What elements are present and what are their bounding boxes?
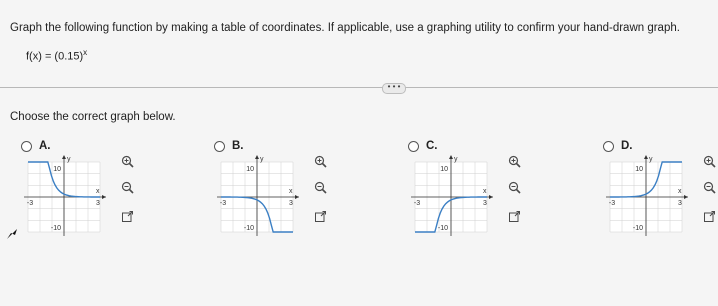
y-tick-bottom: -10 (243, 225, 254, 232)
x-axis-arrow (102, 195, 106, 199)
graph-thumbnail[interactable] (10, 152, 120, 240)
more-options-button[interactable]: • • • (382, 83, 406, 94)
x-tick-right: 3 (483, 200, 487, 207)
expand-icon[interactable] (121, 210, 134, 223)
x-tick-left: -3 (413, 200, 421, 207)
x-tick-right: 3 (96, 200, 100, 207)
x-axis-arrow (295, 195, 299, 199)
x-tick-left: -3 (608, 200, 616, 207)
y-axis-label: y (260, 156, 264, 163)
mouse-cursor-icon (6, 228, 18, 240)
y-tick-top: 10 (635, 166, 643, 173)
y-tick-top: 10 (53, 166, 61, 173)
option-label: D. (621, 140, 633, 152)
radio-button[interactable] (214, 141, 225, 152)
y-tick-top: 10 (246, 166, 254, 173)
option-b[interactable] (214, 139, 244, 153)
option-a[interactable] (21, 139, 51, 153)
x-tick-right: 3 (678, 200, 682, 207)
option-label: A. (39, 140, 51, 152)
x-tick-right: 3 (289, 200, 293, 207)
option-d[interactable] (603, 139, 633, 153)
option-c[interactable] (408, 139, 438, 153)
y-tick-bottom: -10 (50, 225, 61, 232)
y-axis-arrow (255, 155, 259, 159)
expand-icon[interactable] (314, 210, 327, 223)
radio-button[interactable] (408, 141, 419, 152)
option-label: C. (426, 140, 438, 152)
y-axis-arrow (449, 155, 453, 159)
section-divider (0, 87, 718, 88)
graph-thumbnail[interactable] (397, 152, 507, 240)
expand-icon[interactable] (508, 210, 521, 223)
radio-button[interactable] (21, 141, 32, 152)
zoom-out-icon[interactable] (703, 181, 716, 194)
zoom-in-icon[interactable] (703, 155, 716, 168)
zoom-out-icon[interactable] (508, 181, 521, 194)
zoom-in-icon[interactable] (314, 155, 327, 168)
option-label: B. (232, 140, 244, 152)
graph-thumbnail[interactable] (203, 152, 313, 240)
x-axis-label: x (678, 188, 682, 195)
graph-thumbnail[interactable] (592, 152, 702, 240)
x-axis-arrow (489, 195, 493, 199)
y-axis-arrow (62, 155, 66, 159)
x-tick-left: -3 (26, 200, 34, 207)
choose-graph-prompt: Choose the correct graph below. (10, 111, 176, 123)
expand-icon[interactable] (703, 210, 716, 223)
radio-button[interactable] (603, 141, 614, 152)
x-axis-label: x (483, 188, 487, 195)
y-tick-bottom: -10 (632, 225, 643, 232)
y-axis-label: y (454, 156, 458, 163)
zoom-in-icon[interactable] (508, 155, 521, 168)
x-axis-label: x (96, 188, 100, 195)
zoom-in-icon[interactable] (121, 155, 134, 168)
y-tick-bottom: -10 (437, 225, 448, 232)
question-instruction: Graph the following function by making a table of coordinates. If applicable, use a graphing utility to confirm your hand-drawn graph. (10, 22, 680, 34)
y-axis-label: y (649, 156, 653, 163)
function-expression: $f(x) = (0.15)^x$ (26, 48, 88, 63)
zoom-out-icon[interactable] (121, 181, 134, 194)
zoom-out-icon[interactable] (314, 181, 327, 194)
x-axis-label: x (289, 188, 293, 195)
y-tick-top: 10 (440, 166, 448, 173)
y-axis-label: y (67, 156, 71, 163)
x-axis-arrow (684, 195, 688, 199)
x-tick-left: -3 (219, 200, 227, 207)
y-axis-arrow (644, 155, 648, 159)
